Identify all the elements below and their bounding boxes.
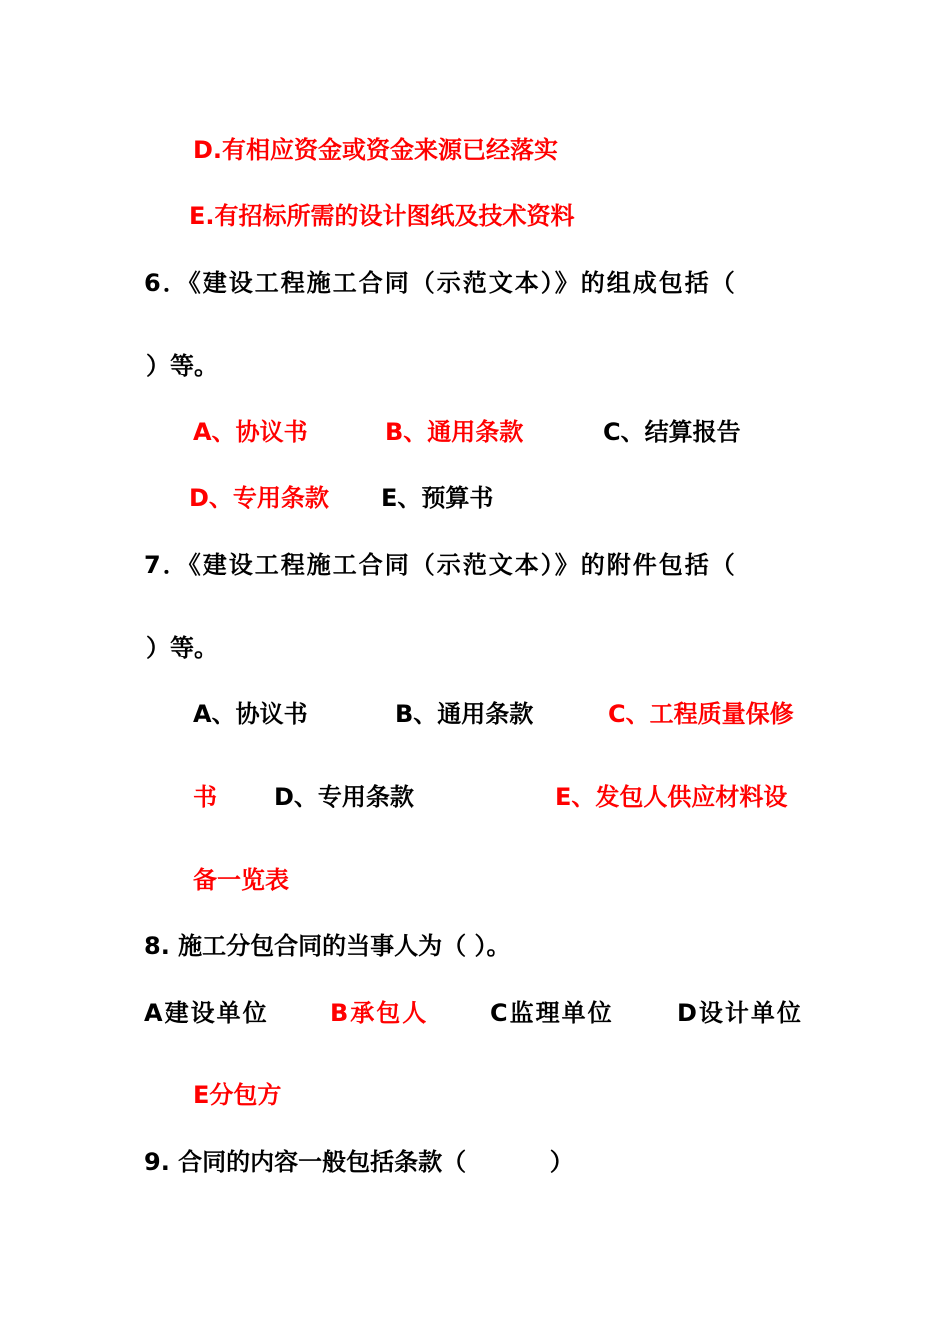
q6-option-e: E、预算书 (381, 484, 494, 512)
q7-option-e-continued: 备一览表 (193, 866, 289, 894)
q8-option-d: D设计单位 (677, 999, 803, 1027)
q7-option-d: D、专用条款 (274, 783, 414, 811)
q8-option-a: A建设单位 (144, 999, 269, 1027)
q7-option-b: B、通用条款 (395, 700, 534, 728)
q7-option-e: E、发包人供应材料设 (555, 783, 788, 811)
q6-option-d: D、专用条款 (189, 484, 329, 512)
q7-stem-line1: 7．《建设工程施工合同（示范文本）》的附件包括（ (144, 551, 737, 579)
q8-stem: 8. 施工分包合同的当事人为（ ）。 (144, 932, 511, 960)
q9-stem: 9. 合同的内容一般包括条款（ ） (144, 1148, 574, 1176)
q7-stem-line2: ）等。 (146, 634, 218, 662)
q8-option-c: C监理单位 (490, 999, 614, 1027)
q6-option-c: C、结算报告 (603, 418, 741, 446)
q5-option-e: E.有招标所需的设计图纸及技术资料 (189, 202, 575, 230)
q7-option-c-continued: 书 (193, 783, 217, 811)
q8-option-b: B承包人 (330, 999, 429, 1027)
q5-option-d: D.有相应资金或资金来源已经落实 (193, 136, 559, 164)
q6-stem-line1: 6．《建设工程施工合同（示范文本）》的组成包括（ (144, 269, 737, 297)
q7-option-c: C、工程质量保修 (608, 700, 794, 728)
q8-option-e: E分包方 (193, 1081, 282, 1109)
q6-option-b: B、通用条款 (385, 418, 524, 446)
q6-stem-line2: ）等。 (146, 352, 218, 380)
q6-option-a: A、协议书 (193, 418, 308, 446)
q7-option-a: A、协议书 (193, 700, 308, 728)
